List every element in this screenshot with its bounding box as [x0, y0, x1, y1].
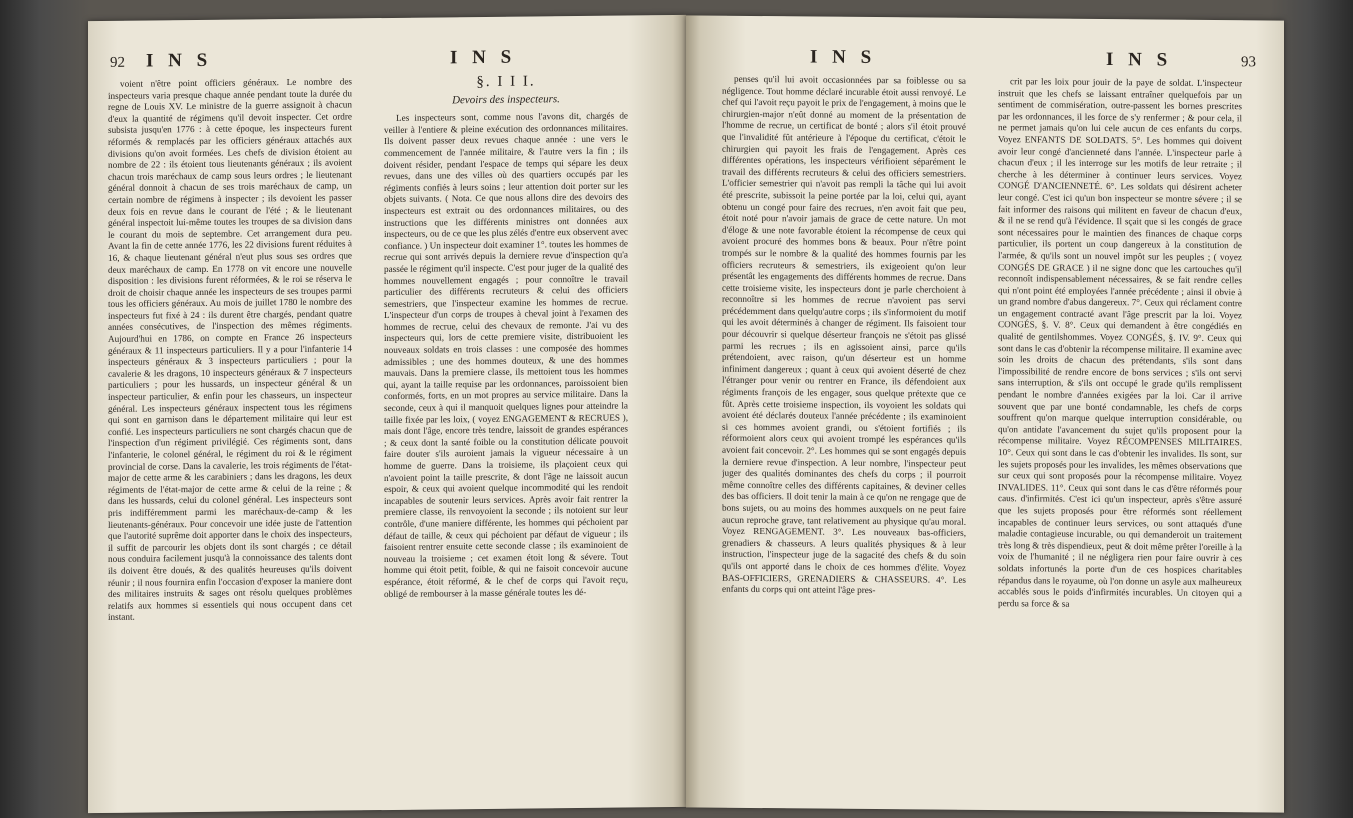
body-text: crit par les loix pour jouir de la paye de soldat. L'inspecteur instruit que les chefs se laissant entraîner quelquefois par un sentiment de commisération, outre-passent les bornes prescrites par les ordonnances, il les force de s'y renfermer ; & pour cela, il ne permet jamais qu'on lui cele aucun de ces enfants du corps. Voyez ENFANTS DE SOLDATS. 5°. Les hommes qui doivent avoir leur congé d'ancienneté dans l'année. L'inspecteur parle à chacun d'eux ; il les interroge sur les motifs de leur retraite ; il cherche à les déterminer à continuer leurs services. Voyez CONGÉ D'ANCIENNETÉ. 6°. Les soldats qui désirent acheter leur congé. C'est ici qu'un bon inspecteur se montre sévere ; il se fait informer des raisons qui militent en faveur de chacun d'eux, & il ne se rend qu'à l'évidence. Il sçait que si les congés de grace sont nécessaires pour le maintien des finances de chaque corps particulier, ils portent un coup dangereux à la constitution de l'armée, & qu'ils sont un nouvel impôt sur les peuples ; ( voyez CONGÉS DE GRACE ) il ne signe donc que les cartouches qu'il reconnoît indispensablement nécessaires, & se fait rendre celles qui n'ont point été employées l'année précédente ; ainsi il obvie à un grand nombre d'abus dangereux. 7°. Ceux qui réclament contre un engagement contracté avant l'âge prescrit par la loi. Voyez CONGÉS, §. V. 8°. Ceux qui demandent à être congédiés en qualité de gentilshommes. Voyez CONGÉS, §. IV. 9°. Ceux qui sont dans le cas d'obtenir la récompense militaire. Il examine avec soin les droits de chacun des prétendants, s'ils sont dans l'impossibilité de rendre encore de bons services ; s'ils ont servi sans interruption, & s'ils ont occupé le grade qu'ils remplissent pendant le nombre d'années exigées par la loi. Car il arrive souvent que par une bonté condamnable, les chefs de corps souffrent qu'on marque quelque interruption considérable, ou qu'on antidate l'avancement du sujet qu'ils proposent pour la récompense militaire. Voyez RÉCOMPENSES MILITAIRES. 10°. Ceux qui sont dans le cas d'obtenir les invalides. Ils sont, sur les sujets proposés pour les invalides, les mêmes observations que sur ceux qui sont proposés pour la récompense militaire. Voyez INVALIDES. 11°. Ceux qui sont dans le cas d'être réformés pour caus. d'infirmités. C'est ici qu'un inspecteur, après s'être assuré que les sujets proposés pour être réformés sont réellement incapables de continuer leurs services, ou sont attaqués d'une maladie contagieuse incurable, ou qui demanderoit un traitement très long & très dispendieux, peut & doit même prêter l'oreille à la voix de l'humanité ; il ne négligera rien pour faire ouvrir à ces soldats infortunés la porte d'un de ces hospices charitables répandus dans le royaume, où l'on donne un asyle aux malheureux accablés sous le poids d'infirmités incurables. Un citoyen qui a perdu sa force & sa [998, 76, 1242, 609]
right-page [686, 15, 1284, 812]
section-subtitle: Devoirs des inspecteurs. [452, 92, 560, 106]
section-title: §. I I I. [476, 73, 536, 91]
running-head-word: I N S [450, 46, 517, 69]
body-text: penses qu'il lui avoit occasionnées par sa foiblesse ou sa négligence. Tout homme déclaré incurable étoit aussi renvoyé. Le chef qui l'avoit reçu payoit le prix de l'engagement, à moins que le chirurgien-major n'eût donné au moment de la présentation de l'homme de recrue, un certificat de bonté ; alors s'il étoit prouvé que l'invalidité fût antérieure à l'époque du certificat, c'étoit le chirurgien qui payoit les frais de l'engagement. Après ces différentes opérations, les inspecteurs vérifioient séparément le travail des différents recruteurs & celui des officiers semestriers. L'officier semestrier qui n'avoit pas rempli la tâche qui lui avoit été prescrite, subissoit la peine portée par la loi, celui qui, ayant obtenu un congé pour faire des recrues, n'en avoit fait que peu, étoit noté pour n'avoir jamais de grace de cette nature. Un mot d'éloge & une note favorable étoient la récompense de ceux qui avoient procuré des hommes bons & beaux. Pour n'être point trompés sur le nombre & la qualité des hommes fournis par les officiers recruteurs & semestriers, ils exigeoient qu'on leur présentât les engagements des différents hommes de recrue. Dans cette troisieme visite, les inspecteurs dont je parle cherchoient à reconnoître si les hommes de recrue n'avoient pas servi précédemment dans quelqu'autre corps ; ils s'informoient du motif qui les avoit déterminés à changer de régiment. Ils faisoient tour pour découvrir si quelque déserteur françois ne s'étoit pas glissé parmi les recrues ; ils en agissoient ainsi, parce qu'ils prétendoient, avec raison, qu'un déserteur est un homme infiniment dangereux ; quant à ceux qui avoient déserté de chez l'étranger pour venir ou rentrer en France, ils défendoient aux régiments françois de les engager, sous quelque prétexte que ce fût. Après cette troisieme inspection, ils voyoient les soldats qui avoient été déclarés douteux l'année précédente ; ils examinoient si ces hommes avoient grandi, ou s'étoient fortifiés ; ils réformoient alors ceux qui avoient trompé les espérances qu'ils avoient fait concevoir. 2°. Les hommes qui se sont engagés depuis la derniere revue d'inspection. A leur nombre, l'inspecteur peut juger des qualités dominantes des chefs du corps ; il pourroit même connoître celles des différents capitaines, & deviner celles des bas officiers. Il doit tenir la main à ce qu'on ne rengage que de bons sujets, ou au moins des hommes auxquels on ne peut faire aucun reproche grave, tant relativement au physique qu'au moral. Voyez RENGAGEMENT. 3°. Les nouveaux bas-officiers, grenadiers & chasseurs. A leurs qualités physiques & à leur instruction, l'inspecteur juge de la sagacité des chefs & du soin qu'ils ont apporté dans le choix de ces hommes d'élite. Voyez BAS-OFFICIERS, GRENADIERS & CHASSEURS. 4°. Les enfants du corps qui ont atteint l'âge pres- [722, 73, 966, 596]
text-column-2 [384, 73, 628, 798]
left-page [88, 15, 686, 813]
text-column-1 [722, 74, 966, 798]
text-column-1 [108, 76, 352, 801]
body-text: voient n'être point officiers généraux. Le nombre des inspecteurs varia presque chaque année pendant toute la durée du regne de Louis XV. Le ministre de la guerre assignoit à chacun d'eux la quantité de régimens qu'il devoit inspecter. Cet ordre subsista jusqu'en 1776 : à cette époque, les inspecteurs furent réformés & remplacés par les officiers généraux attachés aux divisions qu'on avoit formées. Les chefs de division étoient au nombre de 22 : ils étoient tous lieutenants généraux ; ils avoient chacun trois maréchaux de camp sous leurs ordres ; le lieutenant général donnoit à chacun de ses trois maréchaux de camp, un certain nombre de régimens à inspecter ; ils devoient les passer deux fois en revue dans le courant de l'été ; & le lieutenant général inspectoit lui-même toutes les troupes de sa division dans le courant du mois de septembre. Cet arrangement dura peu. Avant la fin de cette année 1776, les 22 divisions furent réduites à 16, & chaque lieutenant général n'eut plus sous ses ordres que deux maréchaux de camp. En 1778 on vit encore une nouvelle disposition : les divisions furent réformées, & le roi se réserva le droit de choisir chaque année les inspecteurs de ses troupes parmi tous les officiers généraux. Au mois de juillet 1780 le nombre des inspecteurs fut fixé à 24 : ils durent être chargés, pendant quatre années consécutives, de l'inspection des mêmes régiments. Aujourd'hui en 1786, on compte en France 26 inspecteurs généraux & 11 inspecteurs particuliers. Il y a pour l'infanterie 14 inspecteurs généraux & 3 inspecteurs particuliers ; pour la cavalerie & les dragons, 10 inspecteurs généraux & 7 inspecteurs particuliers ; pour les hussards, un inspecteur général & un inspecteur particulier, & enfin pour les chasseurs, un inspecteur général. Les inspecteurs généraux inspectent tous les régimens qui sont en garnison dans le département militaire qui leur est confié. Les inspecteurs particuliers ne sont chargés chacun que de l'inspection d'un régiment privilégié. Ces régiments sont, dans l'infanterie, le colonel général, le régiment du roi & le régiment provincial de corse. Dans la cavalerie, les trois régiments de l'état-major de cette arme & les carabiniers ; dans les dragons, les deux régiments de l'état-major de cette arme & celui de la reine ; & dans les hussards, celui du colonel général. Les inspecteurs sont pris indifféremment parmi les maréchaux-de-camp & les lieutenants-généraux. Pour concevoir une idée juste de l'attention que l'autorité suprême doit apporter dans le choix des inspecteurs, il suffit de parcourir les objets dont ils sont chargés ; ce détail nous conduira facilement jusqu'à la connoissance des talents dont ils doivent être doués, & des qualités heureuses qu'ils doivent réunir ; il nous fournira enfin l'occasion d'exposer la maniere dont des militaires instruits & sages ont résolu quelques problèmes relatifs aux hommes si essentiels qui nous occupent dans cet instant. [108, 76, 352, 623]
running-head-word: I N S [810, 46, 877, 69]
page-number: 93 [1241, 54, 1256, 71]
running-head-left-page [88, 45, 686, 73]
running-head-word: I N S [1106, 49, 1173, 71]
running-head-word: I N S [146, 49, 213, 72]
running-head-right-page [686, 45, 1284, 72]
body-text: Les inspecteurs sont, comme nous l'avons dit, chargés de veiller à l'entiere & pleine exécution des ordonnances militaires. Ils doivent passer deux revues chaque année : une vers le commencement de l'année militaire, & l'autre vers la fin ; ils doivent résider, pendant l'espace de temps qui sépare les deux revues, dans une des villes où des quartiers occupés par les régiments confiés à leurs soins ; leur attention doit porter sur les objets suivants. ( Nota. Ce que nous allons dire des devoirs des inspecteurs est extrait ou des ordonnances militaires, ou des instructions que les différents ministres ont données aux inspecteurs, ou de ce que les plus zélés d'entre eux observent avec confiance. ) Un inspecteur doit examiner 1°. toutes les hommes de recrue qui sont arrivés depuis la derniere revue d'inspection qu'a passée le régiment qu'il inspecte. C'est pour juger de la qualité des hommes nouvellement engagés ; pour connoître le travail particulier des différents recruteurs & celui des officiers semestriers, que l'inspecteur examine les hommes de recrue. L'inspecteur d'un corps de troupes à cheval joint à l'examen des hommes de recrue, celui des chevaux de remonte. J'ai vu des inspecteurs qui, lors de cette premiere visite, distribuoient les nouveaux soldats en trois classes : une composée des hommes admissibles ; une des hommes douteux, & une des hommes mauvais. Dans la premiere classe, ils mettoient tous les hommes qui, ayant la taille requise par les ordonnances, paroissoient bien conformés, forts, en un mot propres au service militaire. Dans la seconde, ceux à qui il manquoit quelques lignes pour atteindre la taille fixée par les loix, ( voyez ENGAGEMENT & RECRUES ), mais dont l'âge, encore très tendre, laissoit de grandes espérances ; & ceux dont la santé foible ou la constitution délicate pouvoit faire douter s'ils auroient jamais la vigueur nécessaire à un homme de guerre. Dans la troisieme, ils plaçoient ceux qui n'avoient point la taille prescrite, & dont l'âge ne laissoit aucun espoir, & ceux qui avoient quelque incommodité qui les rendoit incapables de soutenir leurs services. Après avoir fait rentrer la premiere classe, ils renvoyoient la seconde ; ils notoient sur leur contrôle, d'une maniere différente, les hommes qui péchoient par défaut de taille, & ceux qui péchoient par défaut de vigueur ; ils faisoient rentrer ensuite cette seconde classe ; ils examinoient de nouveau la troisieme ; cet examen étoit long & sévere. Tout homme qui étoit petit, foible, & qui ne faisoit concevoir aucune espérance, étoit réformé, & le chef de corps qui l'avoit reçu, obligé de rembourser à la masse générale toutes les dé- [384, 110, 628, 599]
page-number: 92 [110, 54, 125, 71]
text-column-2 [998, 76, 1242, 800]
